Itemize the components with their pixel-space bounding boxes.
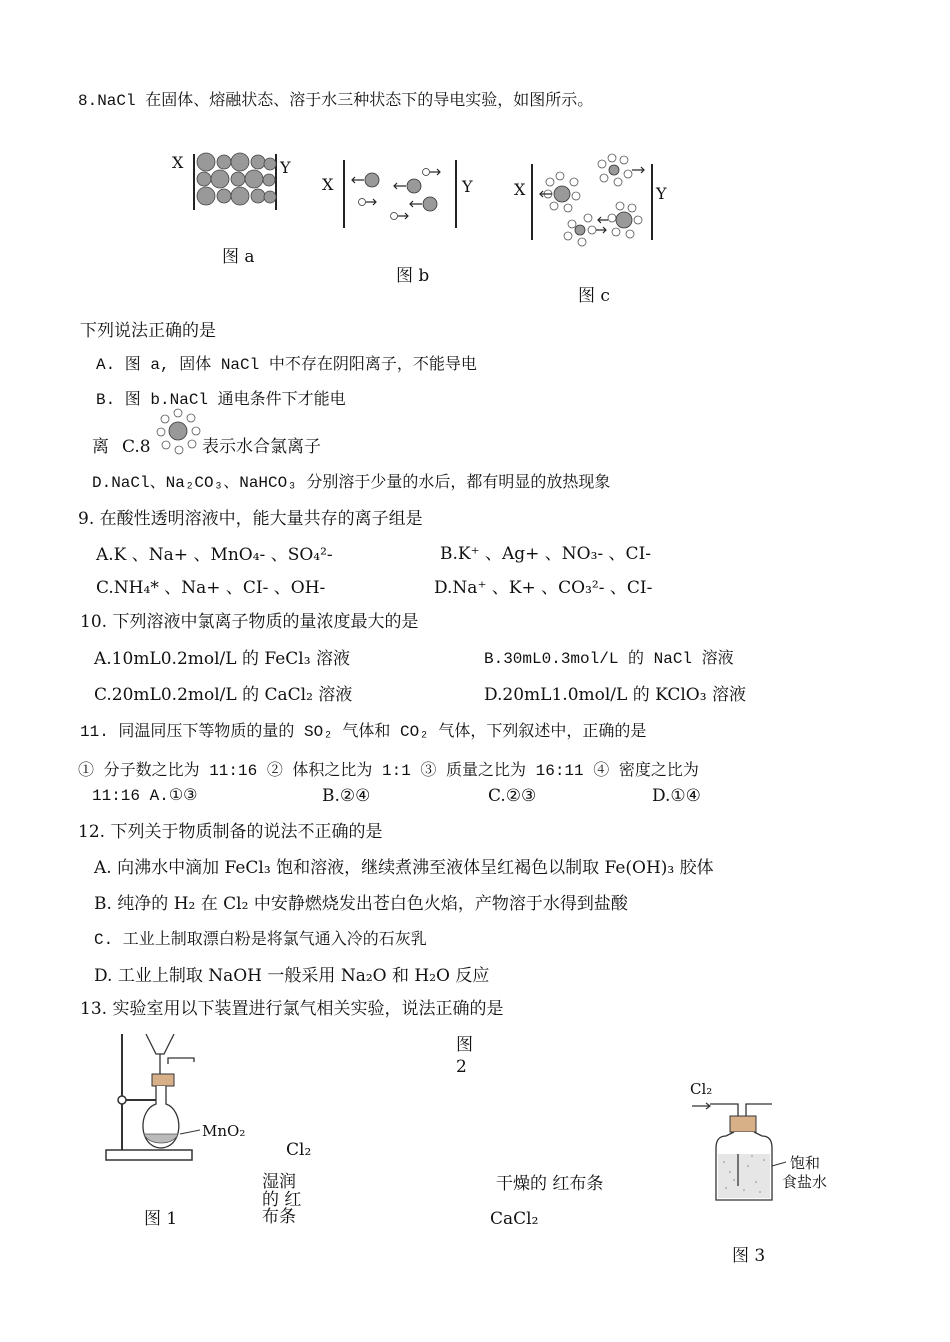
figure-3-wash-bottle [690, 1096, 790, 1208]
q8-option-a: A. 图 a, 固体 NaCl 中不存在阴阳离子，不能导电 [96, 356, 477, 374]
fig1-caption: 图 1 [144, 1209, 178, 1229]
q11-option-a: 11:16 A.①③ [92, 787, 198, 805]
q11-option-d: D.①④ [652, 786, 701, 806]
fig2-cl2-label: Cl₂ [286, 1140, 312, 1160]
fig3-label-brine: 食盐水 [782, 1173, 828, 1191]
q9-option-d: D.Na⁺ 、K+ 、CO₃²- 、CI- [434, 578, 653, 598]
fig2-caption-2: 2 [456, 1057, 467, 1077]
q8-option-c-suffix: 表示水合氯离子 [202, 437, 321, 457]
fig3-label-saturated: 饱和 [790, 1154, 821, 1172]
q9-option-a: A.K 、Na+ 、MnO₄- 、SO₄²- [96, 545, 333, 565]
q8-stem: 下列说法正确的是 [80, 321, 216, 341]
q8-option-c-prefix: C.8 [122, 437, 151, 457]
q8-option-d: D.NaCl、Na₂CO₃、NaHCO₃ 分别溶于少量的水后，都有明显的放热现象 [92, 474, 611, 492]
fig-b-y-label: Y [462, 177, 473, 196]
fig2-cacl2-label: CaCl₂ [490, 1209, 539, 1229]
q12-option-b: B. 纯净的 H₂ 在 Cl₂ 中安静燃烧发出苍白色火焰，产物溶于水得到盐酸 [94, 894, 628, 914]
fig-a-y-label: Y [280, 158, 291, 177]
q10-option-a: A.10mL0.2mol/L 的 FeCl₃ 溶液 [94, 649, 350, 669]
fig-c-caption: 图 c [578, 286, 610, 306]
figure-b-molten-nacl [322, 158, 482, 233]
fig2-wet-label-2: 的 红 [262, 1190, 302, 1210]
hydrated-chloride-ion-icon [152, 408, 204, 454]
q12-title: 12. 下列关于物质制备的说法不正确的是 [78, 822, 383, 842]
figure-1-chlorine-generator [104, 1030, 254, 1170]
q12-option-a: A. 向沸水中滴加 FeCl₃ 饱和溶液，继续煮沸至液体呈红褐色以制取 Fe(OH)₃ 胶体 [94, 858, 714, 878]
fig1-mno2-label: MnO₂ [202, 1122, 246, 1140]
q9-title: 9. 在酸性透明溶液中，能大量共存的离子组是 [78, 509, 423, 529]
q9-option-c: C.NH₄* 、Na+ 、CI- 、OH- [96, 578, 326, 598]
q8-option-b: B. 图 b.NaCl 通电条件下才能电 [96, 391, 346, 409]
q10-option-b: B.30mL0.3mol/L 的 NaCl 溶液 [484, 650, 734, 668]
q12-option-d: D. 工业上制取 NaOH 一般采用 Na₂O 和 H₂O 反应 [94, 966, 490, 986]
q11-option-b: B.②④ [322, 786, 371, 806]
q13-title: 13. 实验室用以下装置进行氯气相关实验，说法正确的是 [80, 999, 504, 1019]
fig-c-y-label: Y [656, 184, 667, 203]
q10-title: 10. 下列溶液中氯离子物质的量浓度最大的是 [80, 612, 419, 632]
q8-title: 8.NaCl 在固体、熔融状态、溶于水三种状态下的导电实验，如图所示。 [78, 92, 594, 110]
q10-option-d: D.20mL1.0mol/L 的 KClO₃ 溶液 [484, 685, 746, 705]
q10-option-c: C.20mL0.2mol/L 的 CaCl₂ 溶液 [94, 685, 353, 705]
fig2-wet-label-1: 湿润 [262, 1172, 296, 1192]
fig-a-caption: 图 a [222, 247, 255, 267]
fig-a-x-label: X [172, 153, 184, 172]
fig-b-x-label: X [322, 175, 334, 194]
fig-b-caption: 图 b [396, 266, 430, 286]
fig-c-x-label: X [514, 180, 526, 199]
q12-option-c: C. 工业上制取漂白粉是将氯气通入冷的石灰乳 [94, 931, 427, 949]
q11-option-c: C.②③ [488, 786, 537, 806]
figure-c-nacl-solution [512, 150, 672, 245]
q9-option-b: B.K⁺ 、Ag+ 、NO₃- 、CI- [440, 544, 652, 564]
fig3-caption: 图 3 [732, 1246, 766, 1266]
fig2-dry-cloth-label: 干燥的 红布条 [496, 1174, 604, 1194]
q11-title: 11. 同温同压下等物质的量的 SO₂ 气体和 CO₂ 气体，下列叙述中，正确的是 [80, 723, 647, 741]
fig2-caption-1: 图 [456, 1035, 473, 1055]
fig3-cl2-label: Cl₂ [690, 1080, 713, 1098]
q8-option-b-cont: 离 [92, 437, 109, 457]
q11-statements: ① 分子数之比为 11:16 ② 体积之比为 1:1 ③ 质量之比为 16:11 ④ 密度之比为 [78, 762, 699, 780]
fig2-wet-label-3: 布条 [262, 1207, 296, 1227]
